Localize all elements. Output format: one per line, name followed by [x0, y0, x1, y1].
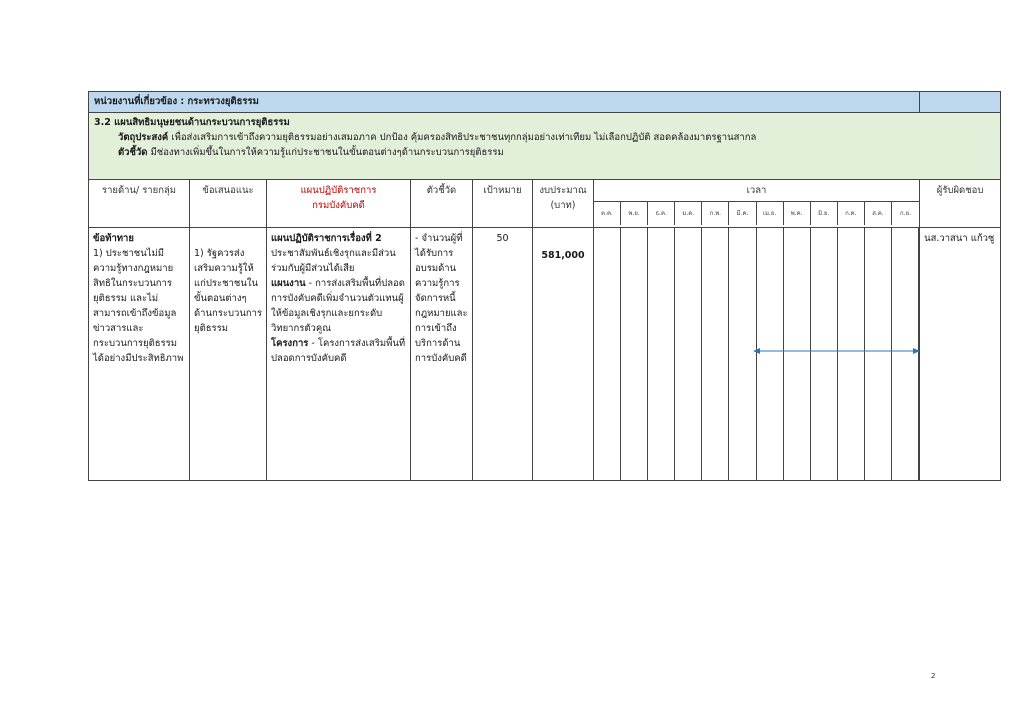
action-plan-text: ประชาสัมพันธ์เชิงรุกและมีส่วนร่วมกับผู้มีส่วนได้เสีย	[271, 248, 396, 274]
month-headers	[594, 202, 919, 225]
workplan	[271, 276, 406, 336]
month-apr: เม.ย.	[757, 202, 784, 225]
project-text: - โครงการส่งเสริมพื้นที่ปลอดการบังคับคดี	[271, 338, 406, 364]
challenge-text: 1) ประชาชนไม่มีความรู้ทางกฎหมายสิทธิในกระบวนการยุติธรรม และไม่สามารถเข้าถึงข้อมูลข่าวสารและกระบวนการยุติธรรมได้อย่างมีประสิทธิภาพ	[93, 248, 184, 364]
action-plan-title: แผนปฏิบัติราชการเรื่องที่ 2	[271, 233, 382, 244]
page-number: 2	[931, 672, 936, 680]
month-header-cell	[594, 202, 920, 228]
month-mar: มี.ค.	[729, 202, 756, 225]
objective-label: วัตถุประสงค์	[118, 132, 169, 143]
indicator	[94, 145, 995, 160]
month-sep: ก.ย.	[900, 210, 912, 218]
indicator-text: มีช่องทางเพิ่มขึ้นในการให้ความรู้แก่ประชาชนในขั้นตอนต่างๆด้านกระบวนการยุติธรรม	[150, 147, 504, 158]
proposal-text: 1) รัฐควรส่งเสริมความรู้ให้แก่ประชาชนในขั้นตอนต่างๆ ด้านกระบวนการยุติธรรม	[194, 248, 263, 334]
month-jan: ม.ค.	[675, 202, 702, 225]
timeline-arrow	[594, 346, 920, 356]
month-oct: ต.ค.	[594, 202, 621, 225]
indicator-label: ตัวชี้วัด	[118, 147, 148, 158]
cell-proposal	[190, 228, 267, 481]
month-aug: ส.ค.	[865, 202, 892, 225]
header-action-plan: แผนปฏิบัติราชการ กรมบังคับคดี	[267, 180, 411, 228]
header-budget: งบประมาณ (บาท)	[533, 180, 594, 228]
cell-target	[473, 228, 533, 481]
row-indicator-text: - จำนวนผู้ที่ได้รับการอบรมด้านความรู้การจัดการหนี้กฎหมายและการเข้าถึงบริการด้านการบังคับคดี	[415, 233, 468, 364]
budget-value: 581,000	[541, 250, 585, 261]
header-indicator: ตัวชี้วัด	[411, 180, 473, 228]
workplan-text: - การส่งเสริมพื้นที่ปลอดการบังคับคดีเพิ่มจำนวนตัวแทนผู้ให้ข้อมูลเชิงรุกและยกระดับวิทยากรตัวคูณ	[271, 278, 405, 334]
agency-row	[89, 92, 1001, 113]
plan-title: 3.2 แผนสิทธิมนุษยชนด้านกระบวนการยุติธรรม	[94, 117, 290, 128]
header-responsible: ผู้รับผิดชอบ	[920, 180, 1001, 228]
header-target: เป้าหมาย	[473, 180, 533, 228]
responsible-name: นส.วาสนา แก้วชู	[924, 233, 995, 244]
plan-info-row	[89, 113, 1001, 180]
cell-action-plan	[267, 228, 411, 481]
workplan-label: แผนงาน	[271, 278, 306, 289]
header-time: เวลา	[594, 180, 920, 202]
plan-table	[88, 91, 1001, 481]
month-may: พ.ค.	[784, 202, 811, 225]
project-label: โครงการ	[271, 338, 309, 349]
cell-timeline	[594, 228, 920, 481]
month-nov: พ.ย.	[621, 202, 648, 225]
month-jun: มิ.ย.	[811, 202, 838, 225]
month-jul: ก.ค.	[838, 202, 865, 225]
challenge-label: ข้อท้าทาย	[93, 233, 134, 244]
agency-row-blank	[920, 92, 1001, 113]
target-value: 50	[496, 233, 509, 244]
project	[271, 336, 406, 366]
header-aspect: รายด้าน/ รายกลุ่ม	[89, 180, 190, 228]
header-row	[89, 180, 1001, 202]
header-proposal: ข้อเสนอแนะ	[190, 180, 267, 228]
table-row	[89, 228, 1001, 481]
objective	[94, 130, 995, 145]
cell-budget	[533, 228, 594, 481]
month-feb: ก.พ.	[702, 202, 729, 225]
objective-text: เพื่อส่งเสริมการเข้าถึงความยุติธรรมอย่างเสมอภาค ปกป้อง คุ้มครองสิทธิประชาชนทุกกลุ่มอย่างเท่าเทียม ไม่เลือกปฏิบัติ สอดคล้องมาตรฐานสากล	[171, 132, 757, 143]
cell-challenge	[89, 228, 190, 481]
timeline-grid	[594, 228, 919, 480]
cell-indicator	[411, 228, 473, 481]
agency-label: หน่วยงานที่เกี่ยวข้อง : กระทรวงยุติธรรม	[89, 92, 920, 113]
month-dec: ธ.ค.	[648, 202, 675, 225]
cell-responsible	[920, 228, 1001, 481]
